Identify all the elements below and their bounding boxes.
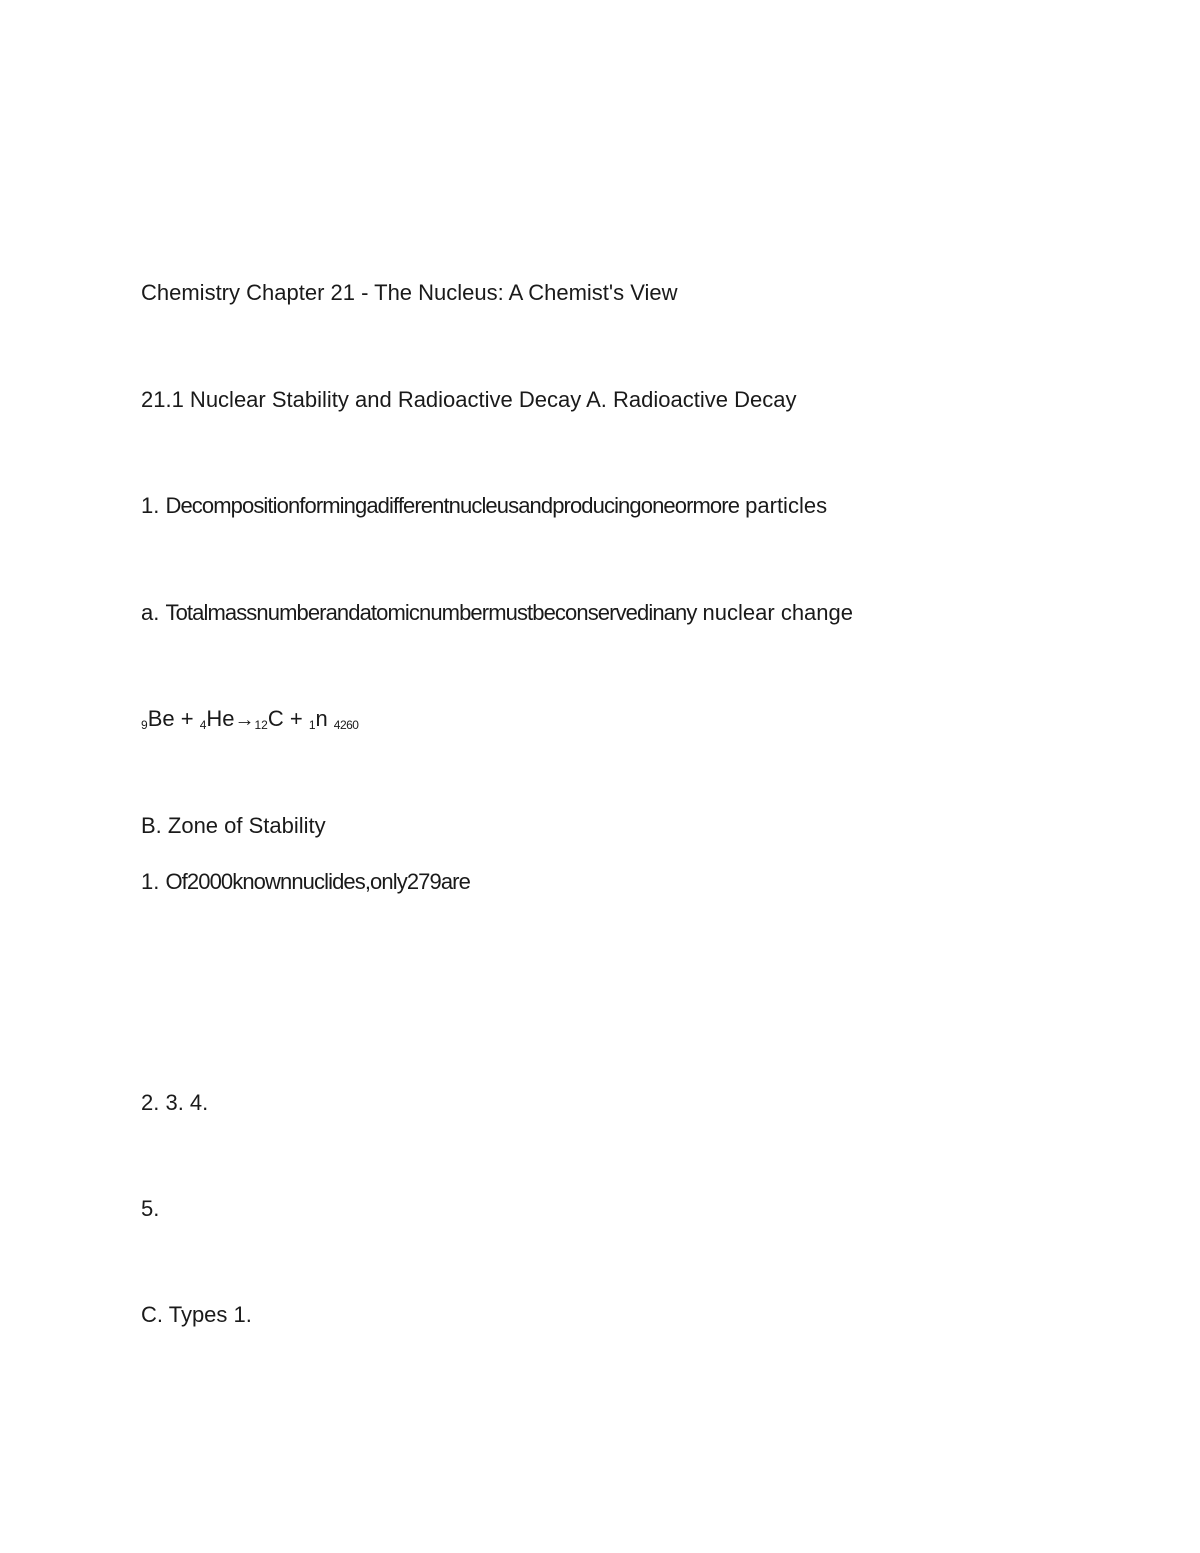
c-subscript: 12 (254, 718, 268, 732)
list-item-a-tail: nuclear change (696, 600, 853, 625)
zone-list-item-1-prefix: 1. (141, 869, 166, 894)
nuclear-equation (141, 706, 358, 735)
list-item-a-prefix: a. (141, 600, 166, 625)
section-heading: 21.1 Nuclear Stability and Radioactive Decay A. Radioactive Decay (141, 387, 797, 412)
list-item-a (141, 600, 853, 626)
he-symbol: He (206, 706, 235, 731)
he-subscript: 4 (199, 718, 207, 732)
zone-heading: B. Zone of Stability (141, 813, 326, 838)
plus-sign: + (283, 706, 309, 731)
list-item-1 (141, 493, 827, 519)
c-symbol: C (267, 706, 284, 731)
equation-trailing-numbers: 4260 (333, 718, 359, 732)
reaction-arrow: → (234, 709, 255, 731)
be-subscript: 9 (141, 718, 148, 732)
n-subscript: 1 (308, 718, 316, 732)
types-heading: C. Types 1. (141, 1302, 252, 1327)
zone-list-item-1-text: Of2000knownnuclides,only279are (165, 869, 470, 894)
list-item-1-prefix: 1. (141, 493, 166, 518)
be-symbol: Be (147, 706, 175, 731)
list-item-a-text: Totalmassnumberandatomicnumbermustbeconservedinany (165, 600, 697, 625)
plus-sign: + (174, 706, 200, 731)
list-item-5: 5. (141, 1196, 160, 1221)
zone-list-item-1 (141, 869, 470, 895)
list-items-2-3-4: 2. 3. 4. (141, 1090, 209, 1115)
list-item-1-text: Decompositionformingadifferentnucleusandproducingoneormore (165, 493, 740, 518)
n-symbol: n (315, 706, 328, 731)
list-item-1-tail: particles (739, 493, 828, 518)
document-title: Chemistry Chapter 21 - The Nucleus: A Chemist's View (141, 280, 678, 305)
